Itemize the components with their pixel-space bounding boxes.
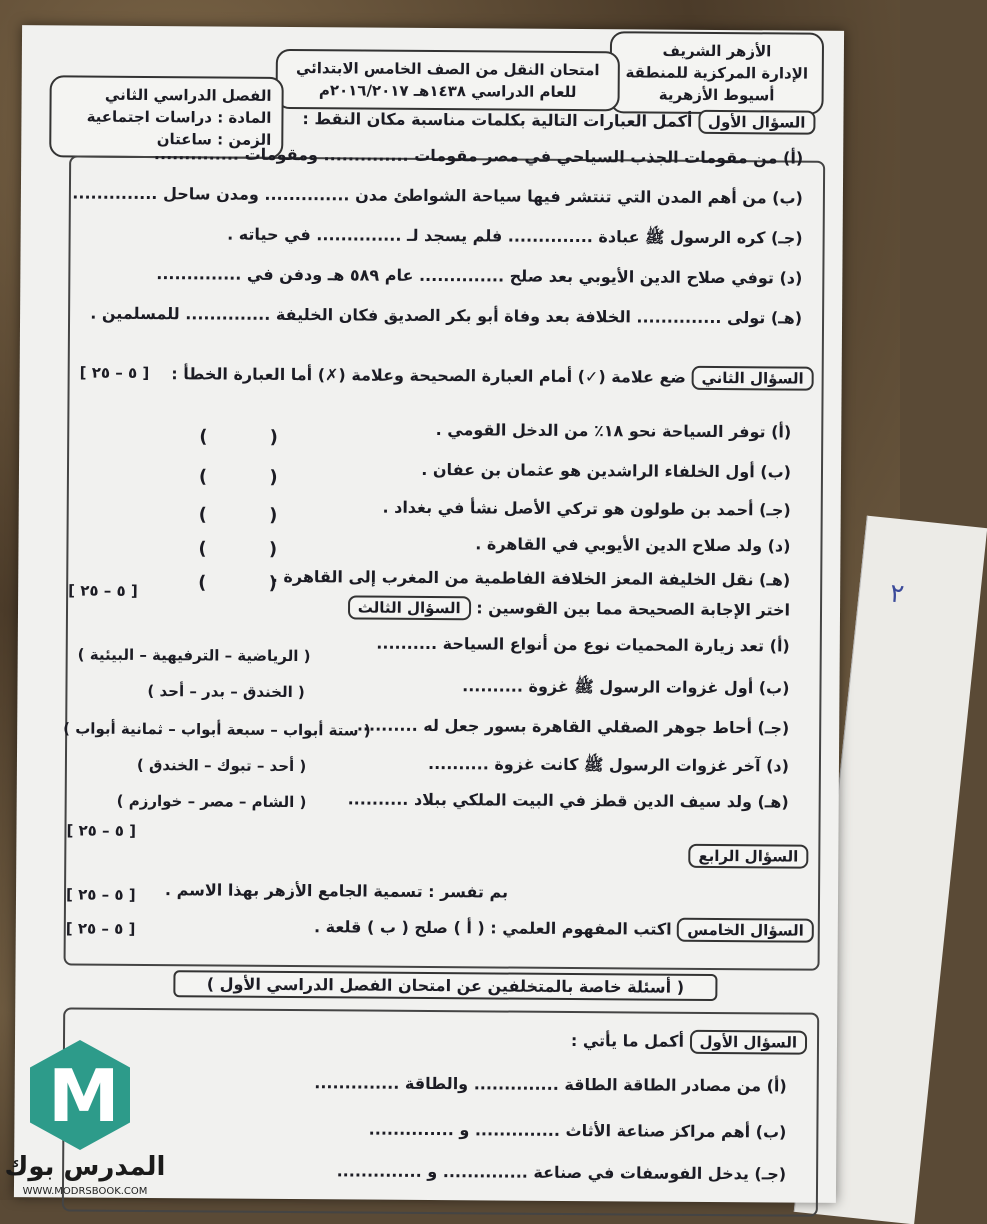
q3-label: السؤال الثالث [348,595,471,620]
q5-score: [ ٥ – ٢٥ ] [65,919,136,938]
header-exam-title [276,49,620,111]
header-line: الإدارة المركزية للمنطقة [625,63,809,83]
makeup-section-banner: ( أسئلة خاصة بالمتخلفين عن امتحان الفصل الدراسي الأول ) [173,970,717,1001]
exam-sheet [14,25,844,1203]
site-watermark-logo [0,1040,170,1200]
header-line: الفصل الدراسي الثاني [104,85,272,105]
q1-item: (د) توفي صلاح الدين الأيوبي بعد صلح .............. عام ٥٨٩ هـ ودفن في .............. [156,264,803,288]
q3-options: ( الخندق – بدر – أحد ) [147,682,305,702]
header-line: للعام الدراسي ١٤٣٨هـ ٢٠١٦/٢٠١٧م [318,81,577,102]
header-line: أسيوط الأزهرية [658,85,775,105]
answer-blank: ( ) [199,426,307,449]
q1-item: (ب) من أهم المدن التي تنتشر فيها سياحة الشواطئ مدن .............. ومدن ساحل .............. [72,183,803,208]
q3-score: [ ٥ – ٢٥ ] [66,821,137,840]
q3-item: (جـ) أحاط جوهر الصقلي القاهرة بسور جعل له .......... [356,715,790,738]
q3-options: ( ستة أبواب – سبعة أبواب – ثمانية أبواب ) [63,719,371,740]
logo-name: المدرس بوك [4,1152,166,1182]
header-line: المادة : دراسات اجتماعية [86,107,272,127]
q1-item: (هـ) تولى .............. الخلافة بعد وفاة أبو بكر الصديق فكان الخليفة .............. للمسلمين . [90,303,803,328]
q2-label: السؤال الثاني [691,366,813,391]
q3-item: (أ) تعد زيارة المحميات نوع من أنواع السياحة .......... [376,633,790,656]
header-institution [610,31,825,114]
answer-blank: ( ) [198,504,306,527]
s2-instruction: أكمل ما يأتي : [570,1031,685,1051]
q1-item: (أ) من مقومات الجذب السياحي في مصر مقومات .............. ومقومات .............. [153,144,804,168]
q2-item: (جـ) أحمد بن طولون هو تركي الأصل نشأ في بغداد . [382,497,791,520]
header-line: الزمن : ساعتان [156,130,272,149]
q3-item: (ب) أول غزوات الرسول ﷺ غزوة .......... [462,676,790,698]
q4-text: بم تفسر : تسمية الجامع الأزهر بهذا الاسم . [164,880,509,902]
q3-options: ( الشام – مصر – خوارزم ) [116,791,307,812]
logo-letter: M [48,1054,120,1138]
answer-blank: ( ) [198,538,306,561]
header-line: امتحان النقل من الصف الخامس الابتدائي [295,59,600,80]
q3-instruction: اختر الإجابة الصحيحة مما بين القوسين : [476,598,791,620]
q5-text: اكتب المفهوم العلمي : ( أ ) صلح ( ب ) قلعة . [313,917,672,939]
q3-item: (د) آخر غزوات الرسول ﷺ كانت غزوة .......... [427,753,790,776]
handwritten-mark: ٢ [888,578,906,610]
q5-label: السؤال الخامس [677,918,814,943]
answer-blank: ( ) [198,572,306,595]
q2-item: (أ) توفر السياحة نحو ١٨٪ من الدخل القومي . [435,420,792,442]
s2-item: (جـ) يدخل الفوسفات في صناعة .............. و .............. [336,1161,787,1184]
q1-label: السؤال الأول [698,110,816,135]
q1-instruction: أكمل العبارات التالية بكلمات مناسبة مكان النقط : [302,109,693,131]
q3-options: ( أحد – تبوك – الخندق ) [136,755,307,776]
q3-item: (هـ) ولد سيف الدين قطز في البيت الملكي ببلاد .......... [347,789,789,812]
q1-score: [ ٥ – ٢٥ ] [79,363,150,383]
q2-instruction: ضع علامة (✓) أمام العبارة الصحيحة وعلامة (✗) أما العبارة الخطأ : [171,364,686,387]
s2-item: (ب) أهم مراكز صناعة الأثاث .............. و .............. [368,1119,787,1142]
s2-label: السؤال الأول [689,1030,807,1055]
q3-options: ( الرياضية – الترفيهية – البيئية ) [77,645,311,666]
answer-blank: ( ) [198,466,306,489]
q1-item: (جـ) كره الرسول ﷺ عبادة .............. فلم يسجد لـ .............. في حياته . [227,224,803,248]
logo-url: WWW.MODRSBOOK.COM [22,1186,148,1197]
header-line: الأزهر الشريف [662,41,772,61]
q2-item: (د) ولد صلاح الدين الأيوبي في القاهرة . [475,534,791,556]
s2-item: (أ) من مصادر الطاقة الطاقة .............. والطاقة .............. [314,1073,787,1096]
q2-item: (ب) أول الخلفاء الراشدين هو عثمان بن عفان . [421,459,792,482]
q2-score: [ ٥ – ٢٥ ] [68,581,138,600]
q4-score: [ ٥ – ٢٥ ] [65,885,136,904]
q4-label: السؤال الرابع [688,844,808,869]
q2-item: (هـ) نقل الخليفة المعز الخلافة الفاطمية من المغرب إلى القاهرة . [271,566,791,590]
